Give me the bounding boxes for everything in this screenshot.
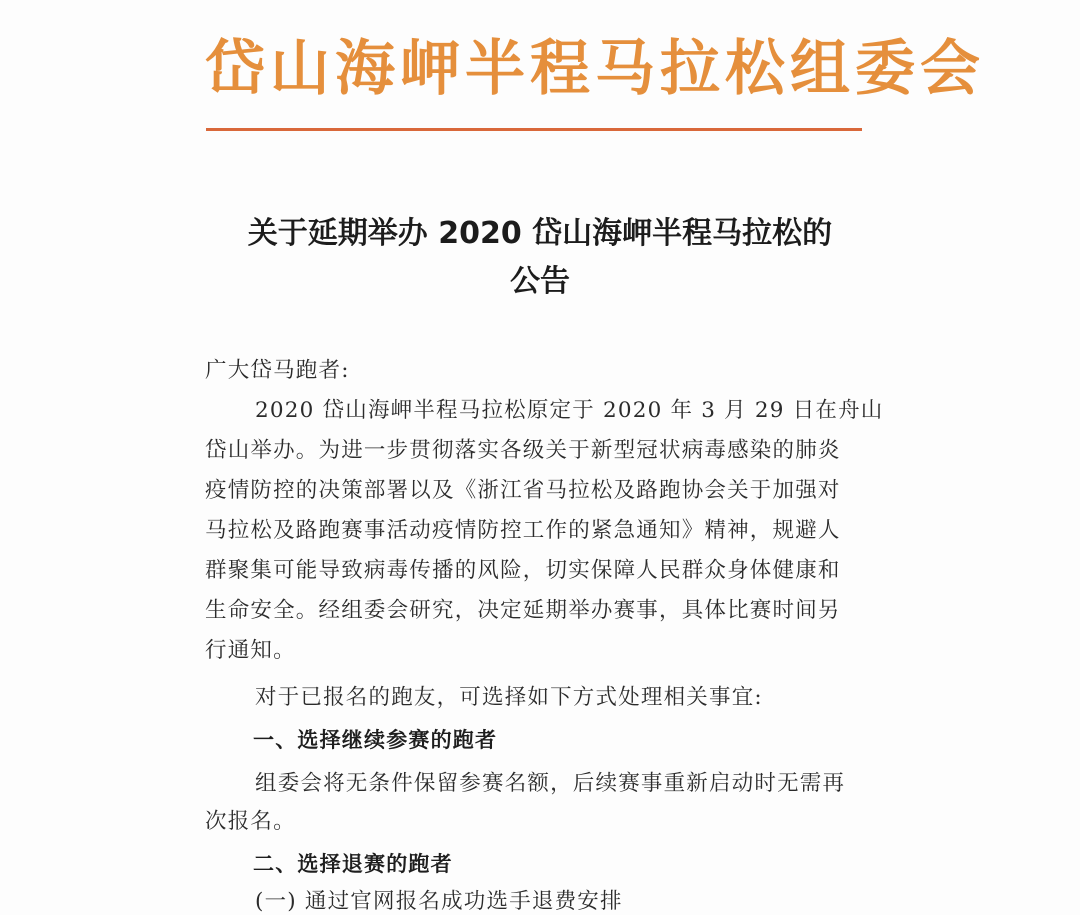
section-1-heading: 一、选择继续参赛的跑者: [253, 728, 498, 752]
paragraph-line: 疫情防控的决策部署以及《浙江省马拉松及路跑协会关于加强对: [205, 478, 841, 503]
letterhead-red-rule: [206, 128, 862, 131]
paragraph-line: 群聚集可能导致病毒传播的风险，切实保障人民群众身体健康和: [205, 558, 841, 583]
paragraph-2: 对于已报名的跑友，可选择如下方式处理相关事宜:: [255, 685, 763, 710]
paragraph-line: 生命安全。经组委会研究，决定延期举办赛事，具体比赛时间另: [205, 598, 841, 623]
notice-title-line-1: 关于延期举办 2020 岱山海岬半程马拉松的: [247, 216, 833, 251]
letterhead-org-name: 岱山海岬半程马拉松组委会: [205, 34, 985, 104]
notice-title-line-2: 公告: [510, 264, 570, 299]
section-1-line: 组委会将无条件保留参赛名额，后续赛事重新启动时无需再: [255, 771, 846, 796]
section-2-heading: 二、选择退赛的跑者: [253, 852, 453, 876]
salutation: 广大岱马跑者:: [205, 358, 350, 383]
paragraph-line: 行通知。: [205, 638, 296, 663]
paragraph-line: 马拉松及路跑赛事活动疫情防控工作的紧急通知》精神，规避人: [205, 518, 841, 543]
section-1-line: 次报名。: [205, 809, 296, 834]
paragraph-line: 岱山举办。为进一步贯彻落实各级关于新型冠状病毒感染的肺炎: [205, 438, 841, 463]
subsection-1-heading: (一) 通过官网报名成功选手退费安排: [255, 889, 623, 914]
paragraph-line: 2020 岱山海岬半程马拉松原定于 2020 年 3 月 29 日在舟山: [255, 398, 884, 423]
